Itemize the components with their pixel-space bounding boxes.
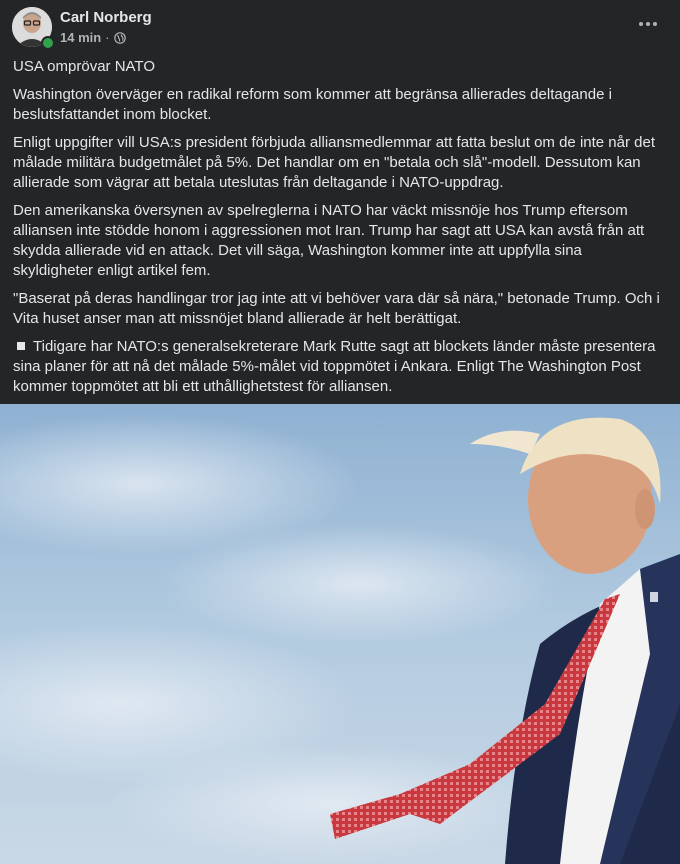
post-paragraph: Washington överväger en radikal reform som kommer att begränsa allierades deltagande i beslutsfattandet inom blocket. bbox=[13, 86, 612, 123]
more-options-dot bbox=[653, 22, 657, 26]
more-options-dot bbox=[646, 22, 650, 26]
bullet-paragraph-text: Tidigare har NATO:s generalsekreterare Mark Rutte sagt att blockets länder måste presentera sina planer för att nå det målade 5%-målet vid toppmötet i Ankara. Enligt The Washington Post kommer toppmötet att bli ett uthållighetstest för alliansen. bbox=[13, 338, 656, 395]
post-text bbox=[13, 57, 663, 405]
post-paragraph: "Baserat på deras handlingar tror jag inte att vi behöver vara där så nära," betonade Trump. Och i Vita huset anser man att missnöjet bland allierade är helt berättigat. bbox=[13, 290, 660, 327]
meta-separator: · bbox=[105, 30, 110, 45]
photo-image bbox=[0, 404, 680, 864]
post-header bbox=[12, 6, 668, 50]
post-bullet-paragraph bbox=[13, 337, 663, 397]
author-name[interactable]: Carl Norberg bbox=[60, 9, 152, 26]
post-headline: USA omprövar NATO bbox=[13, 58, 155, 75]
online-status-indicator bbox=[41, 36, 55, 50]
post-meta bbox=[60, 30, 126, 45]
globe-icon[interactable] bbox=[114, 32, 126, 44]
post-paragraph: Enligt uppgifter vill USA:s president förbjuda alliansmedlemmar att fatta beslut om de inte når det målade militära budgetmålet på 5%. Det handlar om en "betala och slå"-modell. Dessutom kan allierade som vägrar att betala uteslutas från deltagande i NATO-uppdrag. bbox=[13, 134, 655, 191]
more-options-icon bbox=[639, 22, 643, 26]
more-options-button[interactable] bbox=[636, 14, 660, 34]
post-paragraph: Den amerikanska översynen av spelreglerna i NATO har väckt missnöje hos Trump eftersom alliansen inte stödde honom i aggressionen mot Iran. Trump har sagt att USA kan avstå från att skydda allierade vid en attack. Det vill säga, Washington kommer inte att uppfylla sina skyldigheter enligt artikel fem. bbox=[13, 202, 645, 279]
post-photo[interactable] bbox=[0, 404, 680, 864]
post-timestamp[interactable]: 14 min bbox=[60, 30, 102, 45]
bullet-square-icon bbox=[17, 342, 25, 350]
